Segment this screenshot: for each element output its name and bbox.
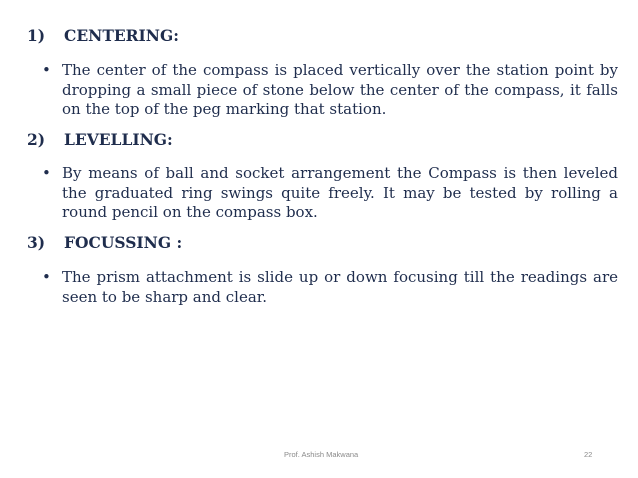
bullet-dot: • [42, 268, 51, 286]
section-2-title: LEVELLING: [64, 130, 173, 149]
section-3-heading [27, 233, 182, 253]
section-1-bullet [42, 61, 618, 120]
footer-author: Prof. Ashish Makwana [284, 450, 359, 459]
section-2-bullet [42, 164, 618, 223]
section-2-bullet-text: By means of ball and socket arrangement the Compass is then leveled the graduated ring swings quite freely. It may be tested by rolling a round pencil on the compass box. [62, 164, 618, 221]
bullet-dot: • [42, 61, 51, 79]
section-1-bullet-text: The center of the compass is placed vertically over the station point by dropping a small piece of stone below the center of the compass, it falls on the top of the peg marking that station. [62, 61, 618, 118]
section-3-bullet-text: The prism attachment is slide up or down focusing till the readings are seen to be sharp and clear. [62, 268, 618, 306]
section-1-number: 1) [27, 26, 46, 45]
section-1-title: CENTERING: [64, 26, 179, 45]
section-3-bullet [42, 268, 618, 307]
section-1-heading [27, 26, 179, 46]
footer-page-number: 22 [584, 450, 593, 459]
section-2-number: 2) [27, 130, 46, 149]
section-2-heading [27, 130, 173, 150]
section-3-title: FOCUSSING : [64, 233, 183, 252]
section-3-number: 3) [27, 233, 46, 252]
bullet-dot: • [42, 164, 51, 182]
